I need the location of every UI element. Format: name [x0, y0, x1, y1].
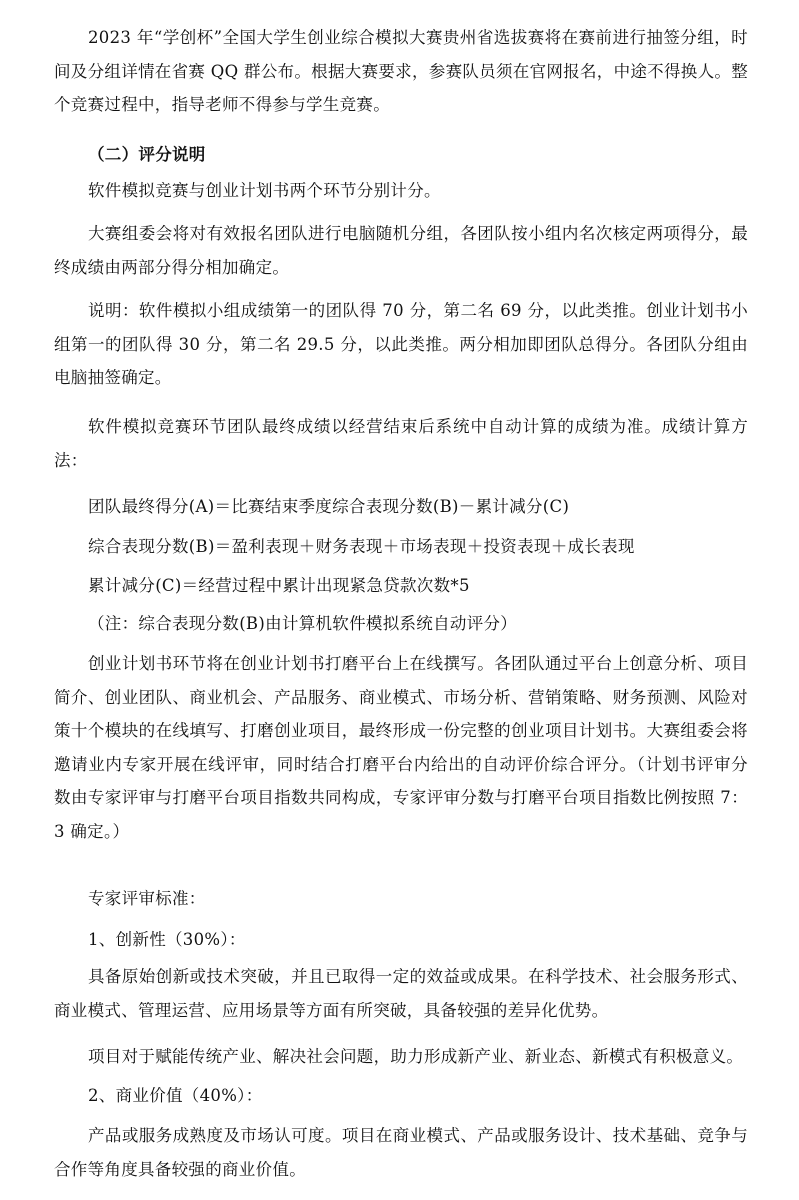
paragraph-competition-grouping: 2023 年“学创杯”全国大学生创业综合模拟大赛贵州省选拔赛将在赛前进行抽签分组，时间及分组详情在省赛 QQ 群公布。根据大赛要求，参赛队员须在官网报名，中途不得换人。整个竞赛过程中，指导老师不得参与学生竞赛。 [54, 28, 748, 114]
note-composite-score: （注：综合表现分数(B)由计算机软件模拟系统自动评分） [88, 614, 518, 633]
paragraph-software-scoring: 软件模拟竞赛环节团队最终成绩以经营结束后系统中自动计算的成绩为准。成绩计算方法： [54, 417, 748, 470]
formula-final-score: 团队最终得分(A)＝比赛结束季度综合表现分数(B)－累计减分(C) [88, 497, 570, 516]
paragraph-business-plan: 创业计划书环节将在创业计划书打磨平台上在线撰写。各团队通过平台上创意分析、项目简介、创业团队、商业机会、产品服务、商业模式、市场分析、营销策略、财务预测、风险对策十个模块的在线填写、打磨创业项目，最终形成一份完整的创业项目计划书。大赛组委会将邀请业内专家开展在线评审，同时结合打磨平台内给出的自动评价综合评分。（计划书评审分数由专家评审与打磨平台项目指数共同构成，专家评审分数与打磨平台项目指数比例按照 7：3 确定。） [54, 654, 748, 841]
paragraph-innovation-detail: 具备原始创新或技术突破，并且已取得一定的效益或成果。在科学技术、社会服务形式、商业模式、管理运营、应用场景等方面有所突破，具备较强的差异化优势。 [54, 967, 748, 1020]
criterion-innovation-heading: 1、创新性（30%）： [88, 930, 246, 949]
formula-deduction: 累计减分(C)＝经营过程中累计出现紧急贷款次数*5 [88, 576, 470, 595]
paragraph-grouping-method: 大赛组委会将对有效报名团队进行电脑随机分组，各团队按小组内名次核定两项得分，最终成绩由两部分得分相加确定。 [54, 224, 748, 277]
paragraph-score-explanation: 说明：软件模拟小组成绩第一的团队得 70 分，第二名 69 分，以此类推。创业计划书小组第一的团队得 30 分，第二名 29.5 分，以此类推。两分相加即团队总得分。各团队分组由电脑抽签确定。 [54, 301, 748, 387]
paragraph-innovation-significance: 项目对于赋能传统产业、解决社会问题，助力形成新产业、新业态、新模式有积极意义。 [88, 1047, 744, 1066]
paragraph-scoring-overview: 软件模拟竞赛与创业计划书两个环节分别计分。 [88, 181, 441, 200]
formula-composite-score: 综合表现分数(B)＝盈利表现＋财务表现＋市场表现＋投资表现＋成长表现 [88, 537, 635, 556]
paragraph-commercial-value-detail: 产品或服务成熟度及市场认可度。项目在商业模式、产品或服务设计、技术基础、竞争与合作等角度具备较强的商业价值。 [54, 1126, 748, 1179]
heading-expert-criteria: 专家评审标准： [88, 889, 206, 908]
section-heading-scoring: （二）评分说明 [88, 145, 206, 164]
criterion-commercial-value-heading: 2、商业价值（40%）： [88, 1086, 263, 1105]
